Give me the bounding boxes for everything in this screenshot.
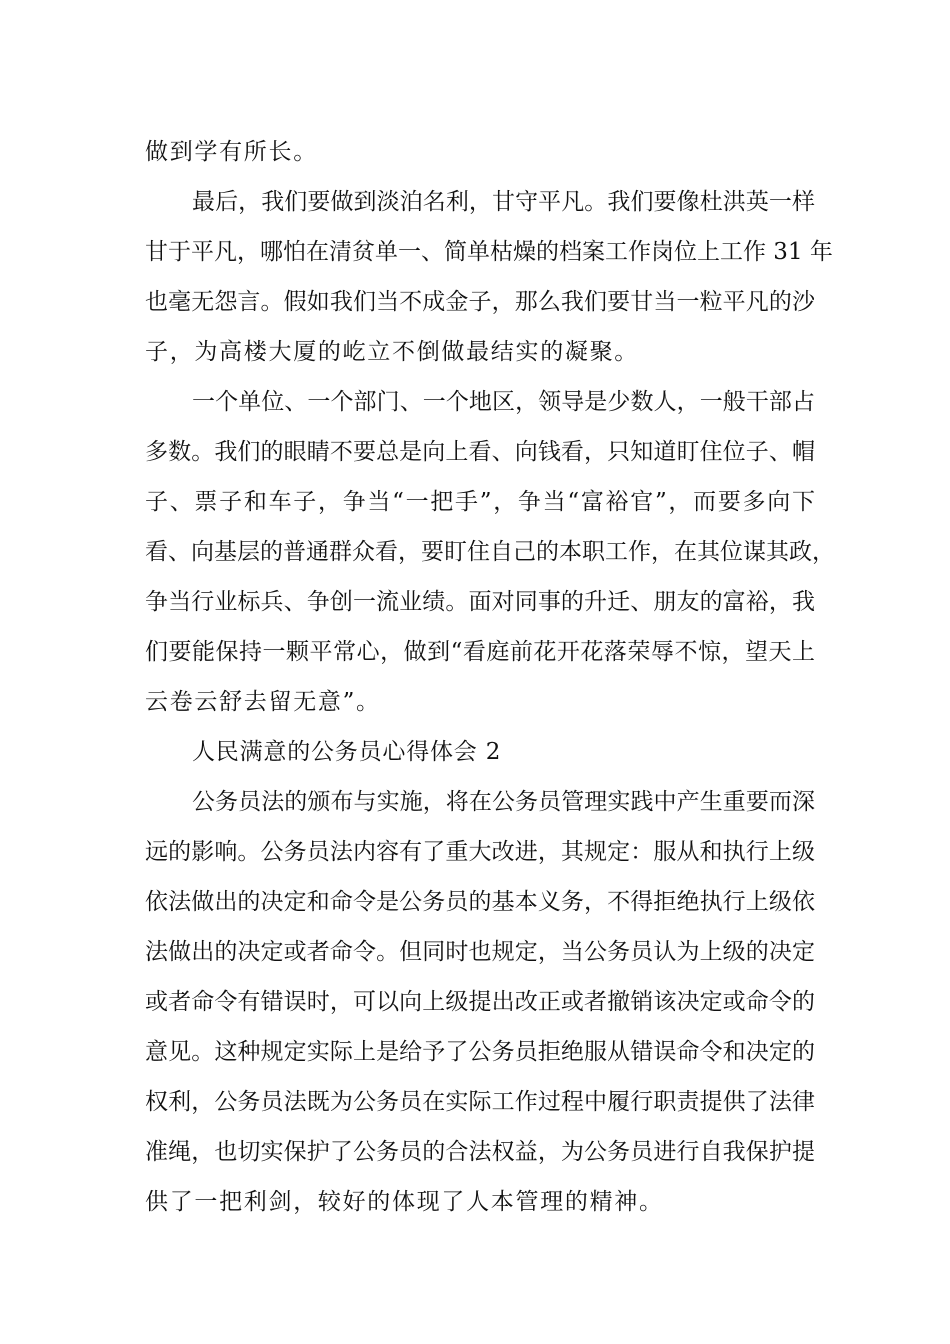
- paragraph-line: 们要能保持一颗平常心，做到“看庭前花开花落荣辱不惊，望天上: [145, 639, 815, 665]
- paragraph-line: 甘于平凡，哪怕在清贫单一、简单枯燥的档案工作岗位上工作 31 年: [145, 239, 833, 265]
- paragraph-line: 子、票子和车子，争当“一把手”，争当“富裕官”，而要多向下: [145, 489, 815, 515]
- paragraph-line: 远的影响。公务员法内容有了重大改进，其规定：服从和执行上级: [145, 839, 815, 865]
- paragraph-line: 看、向基层的普通群众看，要盯住自己的本职工作，在其位谋其政，: [145, 539, 835, 565]
- paragraph-line: 云卷云舒去留无意”。: [145, 689, 381, 715]
- paragraph-line: 争当行业标兵、争创一流业绩。面对同事的升迁、朋友的富裕，我: [145, 589, 815, 615]
- paragraph-line: 做到学有所长。: [145, 139, 318, 165]
- paragraph-line: 法做出的决定或者命令。但同时也规定，当公务员认为上级的决定: [145, 939, 815, 965]
- paragraph-line: 公务员法的颁布与实施，将在公务员管理实践中产生重要而深: [192, 789, 815, 815]
- paragraph-line: 依法做出的决定和命令是公务员的基本义务，不得拒绝执行上级依: [145, 889, 815, 915]
- paragraph-line: 权利，公务员法既为公务员在实际工作过程中履行职责提供了法律: [145, 1089, 815, 1115]
- paragraph-line: 也毫无怨言。假如我们当不成金子，那么我们要甘当一粒平凡的沙: [145, 289, 815, 315]
- paragraph-line: 意见。这种规定实际上是给予了公务员拒绝服从错误命令和决定的: [145, 1039, 815, 1065]
- paragraph-line: 或者命令有错误时，可以向上级提出改正或者撤销该决定或命令的: [145, 989, 815, 1015]
- section-heading: 人民满意的公务员心得体会 2: [192, 739, 502, 765]
- paragraph-line: 一个单位、一个部门、一个地区，领导是少数人，一般干部占: [192, 389, 815, 415]
- paragraph-line: 多数。我们的眼睛不要总是向上看、向钱看，只知道盯住位子、帽: [145, 439, 815, 465]
- paragraph-line: 准绳，也切实保护了公务员的合法权益，为公务员进行自我保护提: [145, 1139, 815, 1165]
- paragraph-line: 供了一把利剑，较好的体现了人本管理的精神。: [145, 1189, 664, 1215]
- paragraph-line: 最后，我们要做到淡泊名利，甘守平凡。我们要像杜洪英一样: [192, 189, 815, 215]
- paragraph-line: 子，为高楼大厦的屹立不倒做最结实的凝聚。: [145, 339, 639, 365]
